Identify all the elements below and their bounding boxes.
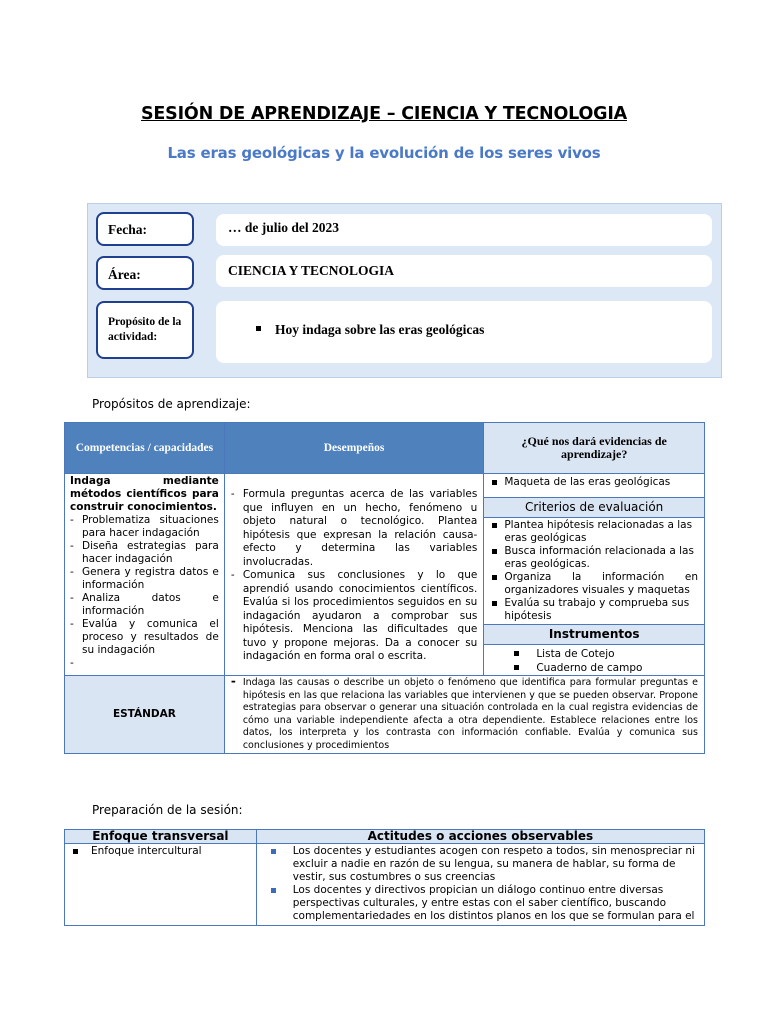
evidencias-list <box>490 476 698 489</box>
page-subtitle: Las eras geológicas y la evolución de los seres vivos <box>167 144 601 162</box>
estandar-text <box>230 674 698 752</box>
list-item: Plantea hipótesis relacionadas a las eras geológicas <box>490 519 698 545</box>
competencias-cell <box>65 474 225 676</box>
list-item: - Diseña estrategias para hacer indagación <box>70 540 219 566</box>
criterios-list <box>490 519 698 623</box>
instrumentos-header: Instrumentos <box>484 625 705 645</box>
list-item: Evalúa su trabajo y comprueba sus hipótesis <box>490 597 698 623</box>
capacidades-list <box>70 514 219 657</box>
fecha-label: Fecha: <box>96 212 194 246</box>
list-item: - Analiza datos e información <box>70 592 219 618</box>
estandar-body: Indaga las causas o describe un objeto o fenómeno que identifica para formular preguntas e hipótesis en las que relaciona las variables que intervienen y que se pueden observar. Propone estrategias para observar o generar una situación controlada en la cual registra evidencias de cómo una variable independiente afecta a otra dependiente. Establece relaciones entre los datos, los interpreta y los contrasta con información confiable. Evalúa y comunica sus conclusiones y procedimientos <box>242 677 698 751</box>
preparacion-section-label: Preparación de la sesión: <box>92 803 243 817</box>
enfoque-list <box>71 845 250 858</box>
evidencias-cell <box>484 474 705 498</box>
preparacion-table <box>64 829 705 926</box>
desempenos-cell <box>224 474 484 676</box>
proposito-text: Hoy indaga sobre las eras geológicas <box>275 322 485 337</box>
list-item: Cuaderno de campo <box>512 661 698 675</box>
criterios-header: Criterios de evaluación <box>484 498 705 518</box>
actitudes-cell <box>256 844 704 926</box>
instrumentos-list <box>512 647 698 675</box>
proposito-value <box>216 301 712 363</box>
list-item: - Problematiza situaciones para hacer indagación <box>70 514 219 540</box>
enfoque-cell <box>65 844 257 926</box>
list-item: Busca información relacionada a las eras geológicas. <box>490 545 698 571</box>
fecha-value: … de julio del 2023 <box>216 214 712 246</box>
proposito-label: Propósito de la actividad: <box>96 301 194 359</box>
estandar-cell <box>224 676 704 754</box>
actitudes-list <box>263 845 698 923</box>
header-competencias: Competencias / capacidades <box>65 423 225 474</box>
dash-bullet-icon: - <box>230 674 236 688</box>
list-item: Maqueta de las eras geológicas <box>490 476 698 489</box>
list-item: Organiza la información en organizadores visuales y maquetas <box>490 571 698 597</box>
list-item: Los docentes y directivos propician un diálogo continuo entre diversas perspectivas culturales, y entre estas con el saber científico, buscando complementariedades en los distintos planos en los que se formulan para el <box>263 884 698 923</box>
list-item: Enfoque intercultural <box>71 845 250 858</box>
area-label: Área: <box>96 256 194 290</box>
session-info-box <box>87 203 722 378</box>
list-item: - Evalúa y comunica el proceso y resultados de su indagación <box>70 618 219 657</box>
header-actitudes: Actitudes o acciones observables <box>256 830 704 844</box>
competencia-title: Indaga mediante métodos científicos para construir conocimientos. <box>70 475 219 513</box>
propositos-table <box>64 422 705 754</box>
header-desempenos: Desempeños <box>224 423 484 474</box>
list-item: Lista de Cotejo <box>512 647 698 661</box>
page-title: SESIÓN DE APRENDIZAJE – CIENCIA Y TECNOLOGIA <box>141 104 627 124</box>
propositos-section-label: Propósitos de aprendizaje: <box>92 397 251 411</box>
list-item: - Genera y registra datos e información <box>70 566 219 592</box>
list-item: Los docentes y estudiantes acogen con respeto a todos, sin menospreciar ni excluir a nadie en razón de su lengua, su manera de hablar, su forma de vestir, sus costumbres o sus creencias <box>263 845 698 884</box>
estandar-label: ESTÁNDAR <box>65 676 225 754</box>
instrumentos-cell <box>484 645 705 676</box>
area-value: CIENCIA Y TECNOLOGIA <box>216 255 712 287</box>
header-evidencias: ¿Qué nos dará evidencias de aprendizaje? <box>484 423 705 474</box>
square-bullet-icon <box>256 326 261 331</box>
desempenos-list <box>231 488 478 664</box>
header-enfoque: Enfoque transversal <box>65 830 257 844</box>
list-item: - Comunica sus conclusiones y lo que aprendió usando conocimientos científicos. Evalúa si los procedimientos seguidos en su indagación ayudaron a comprobar sus hipótesis. Menciona las dificultades que tuvo y propone mejoras. Da a conocer su indagación en forma oral o escrita. <box>231 569 478 664</box>
list-item: - Formula preguntas acerca de las variables que influyen en un hecho, fenómeno u objeto natural o tecnológico. Plantea hipótesis que expresan la relación causa-efecto y determina las variables involucradas. <box>231 488 478 569</box>
criterios-cell <box>484 518 705 625</box>
